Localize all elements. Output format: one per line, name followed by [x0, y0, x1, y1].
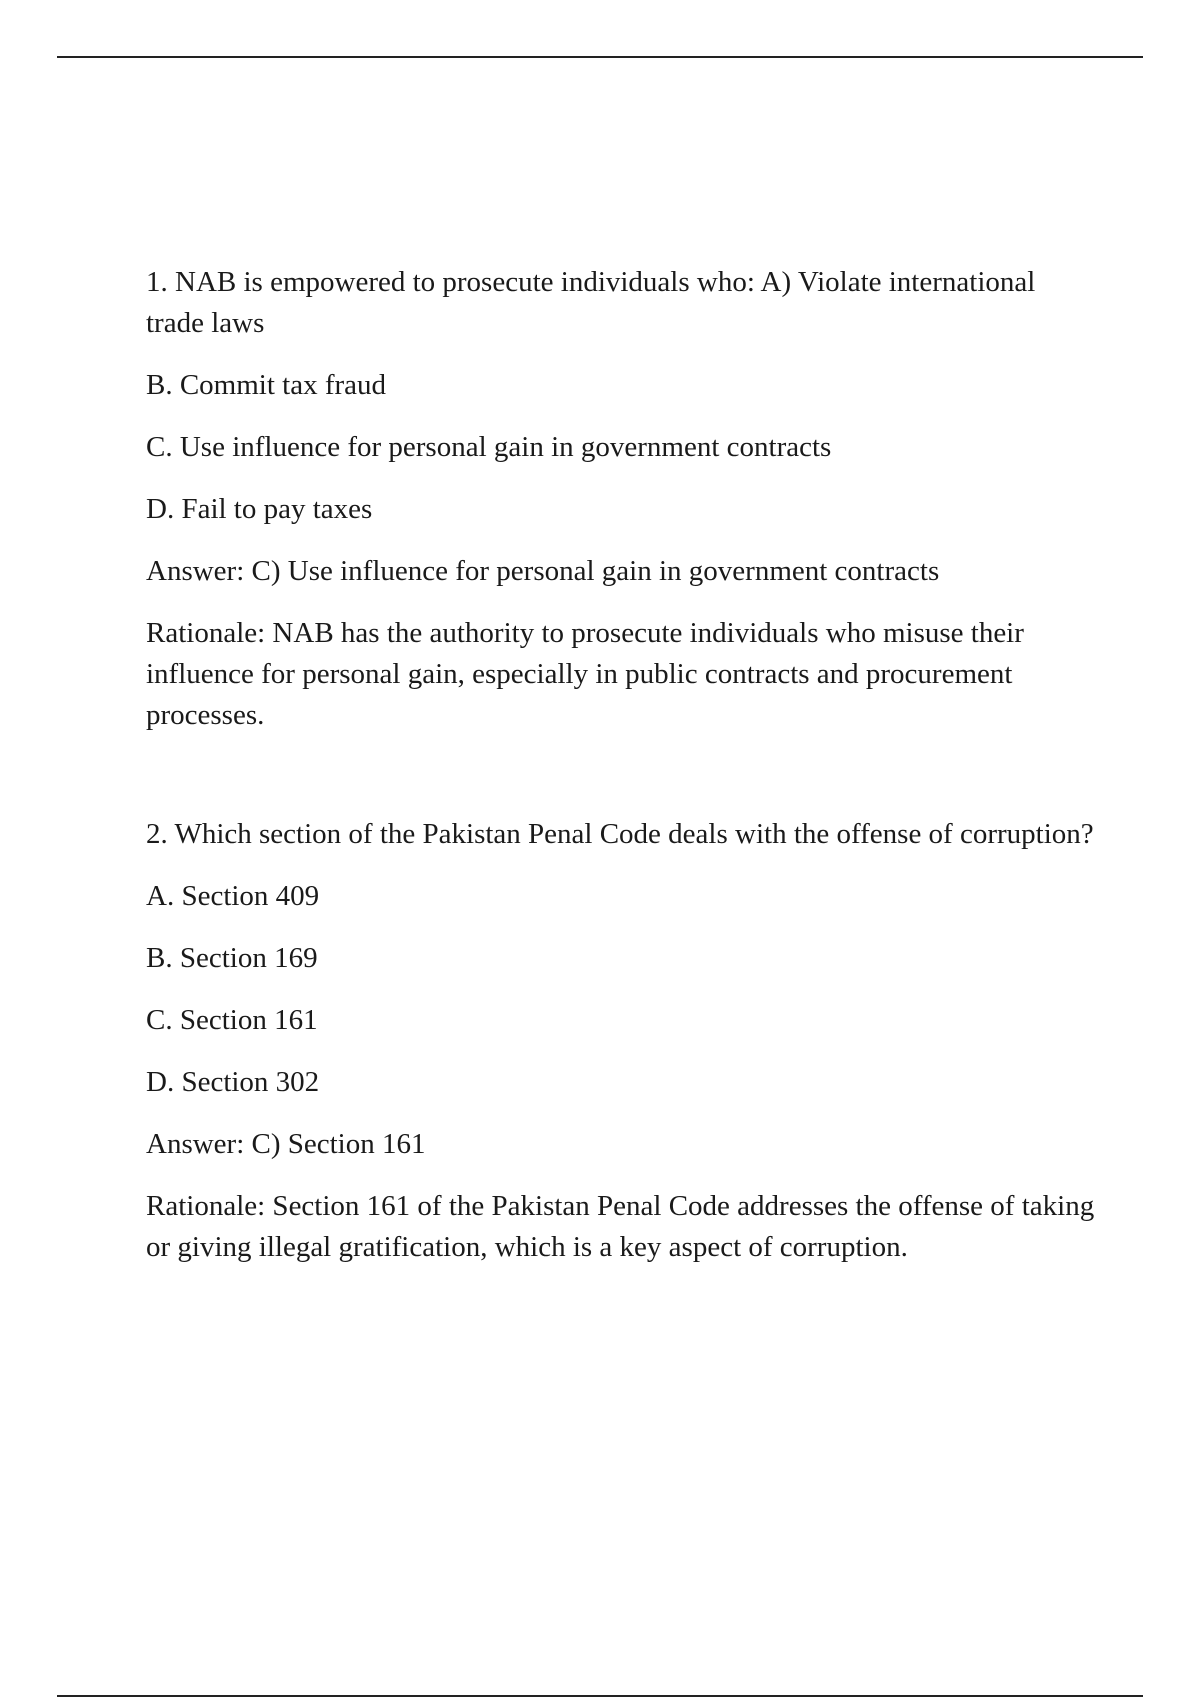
question-text: 1. NAB is empowered to prosecute individuals who: A) Violate international trade laws — [146, 266, 1036, 339]
option-c: C. Section 161 — [146, 1004, 318, 1036]
rationale-text: Rationale: Section 161 of the Pakistan Penal Code addresses the offense of taking or giving illegal gratification, which is a key aspect of corruption. — [146, 1190, 1095, 1263]
header-rule — [57, 56, 1143, 58]
option-b: B. Section 169 — [146, 942, 318, 974]
option-d: D. Fail to pay taxes — [146, 493, 373, 525]
question-text: 2. Which section of the Pakistan Penal Code deals with the offense of corruption? — [146, 818, 1094, 850]
option-b: B. Commit tax fraud — [146, 369, 387, 401]
option-c: C. Use influence for personal gain in government contracts — [146, 431, 832, 463]
option-d: D. Section 302 — [146, 1066, 320, 1098]
document-body — [146, 262, 1096, 1268]
footer-rule — [57, 1695, 1143, 1697]
question-2 — [146, 814, 1096, 1268]
answer-text: Answer: C) Section 161 — [146, 1128, 426, 1160]
option-a: A. Section 409 — [146, 880, 320, 912]
question-1 — [146, 262, 1096, 736]
answer-text: Answer: C) Use influence for personal gain in government contracts — [146, 555, 940, 587]
rationale-text: Rationale: NAB has the authority to prosecute individuals who misuse their influence for personal gain, especially in public contracts and procurement processes. — [146, 617, 1024, 731]
